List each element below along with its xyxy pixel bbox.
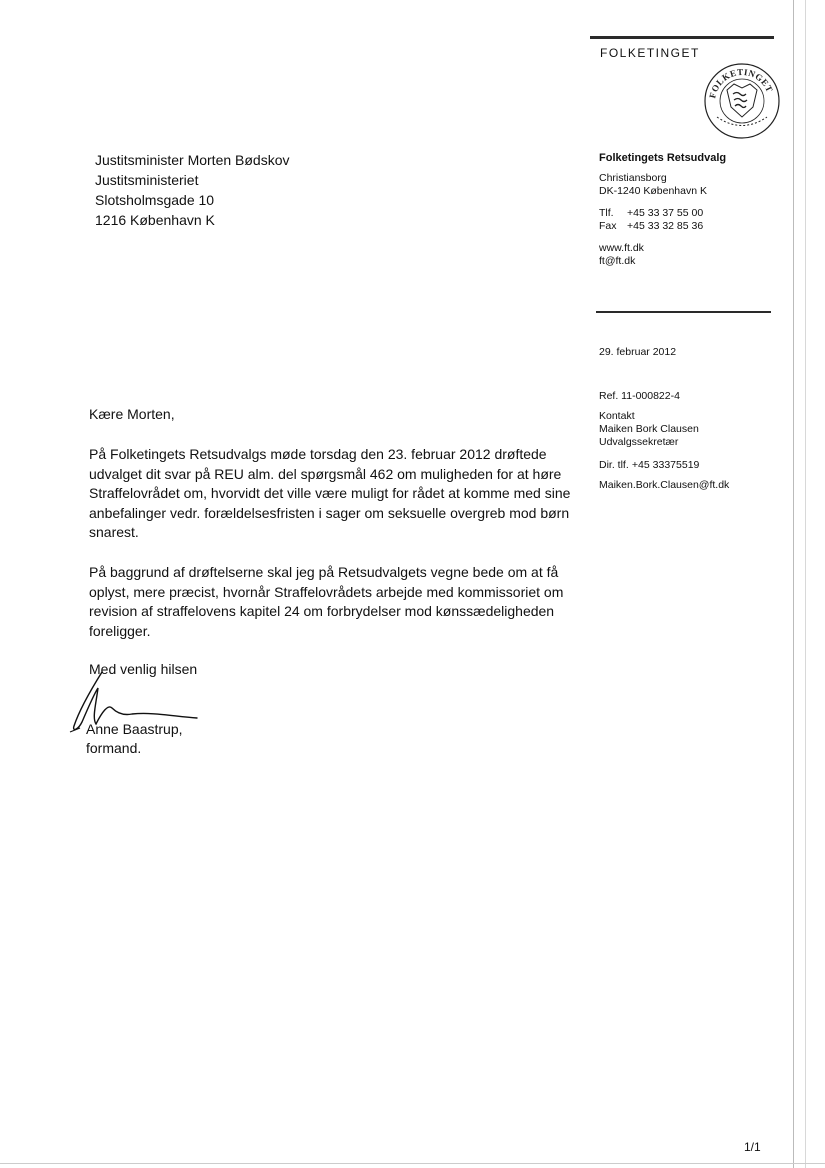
sidebar-rule xyxy=(596,311,771,313)
phone-label: Tlf. xyxy=(599,207,614,219)
signer-title: formand. xyxy=(86,740,142,756)
recipient-address xyxy=(95,150,290,230)
scan-edge-line xyxy=(0,1163,825,1164)
phone-number: +45 33 37 55 00 xyxy=(627,207,704,219)
svg-text:FOLKETINGET: FOLKETINGET xyxy=(707,66,775,100)
recipient-line: Slotsholmsgade 10 xyxy=(95,192,215,208)
web-block xyxy=(599,242,644,268)
address-line: Christiansborg xyxy=(599,172,667,184)
salutation: Kære Morten, xyxy=(89,406,175,422)
committee-name: Folketingets Retsudvalg xyxy=(599,152,727,164)
recipient-line: Justitsminister Morten Bødskov xyxy=(95,152,290,168)
fax-number: +45 33 32 85 36 xyxy=(627,220,704,232)
sender-address xyxy=(599,172,707,198)
body-paragraph-1: På Folketingets Retsudvalgs møde torsdag den 23. februar 2012 drøftede udvalget dit svar på REU alm. del spørgsmål 462 om muligheden for at høre Straffelovrådet om, hvorvidt det ville være muligt for rådet at komme med sine anbefalinger vedr. forældelsesfristen i sager om seksuelle overgreb mod børn snarest. xyxy=(89,446,571,541)
body-paragraph-2: På baggrund af drøftelserne skal jeg på Retsudvalgets vegne bede om at få oplyst, mere præcist, hvornår Straffelovrådets arbejde med kommissoriet om revision af straffelovens kapitel 24 om forbrydelser mod kønssædeligheden foreligger. xyxy=(89,564,564,639)
contact-title: Udvalgssekretær xyxy=(599,436,679,448)
address-line: DK-1240 København K xyxy=(599,185,707,197)
recipient-line: Justitsministeriet xyxy=(95,172,199,188)
folketinget-seal-icon xyxy=(703,62,781,140)
direct-phone-line xyxy=(599,459,699,472)
contact-name: Maiken Bork Clausen xyxy=(599,423,699,435)
signer-block xyxy=(86,720,183,758)
phone-block xyxy=(599,207,703,233)
recipient-line: 1216 København K xyxy=(95,212,215,228)
letter-date: 29. februar 2012 xyxy=(599,346,677,358)
closing: Med venlig hilsen xyxy=(89,661,198,677)
contact-label: Kontakt xyxy=(599,410,635,422)
organization-name: FOLKETINGET xyxy=(600,46,700,60)
fax-label: Fax xyxy=(599,220,617,232)
scan-edge-line xyxy=(805,0,806,1168)
header-rule xyxy=(590,36,774,39)
direct-phone-number: +45 33375519 xyxy=(631,459,700,471)
website-link: www.ft.dk xyxy=(599,242,644,254)
reference-number: Ref. 11-000822-4 xyxy=(599,390,680,402)
scan-edge-line xyxy=(793,0,794,1168)
general-email: ft@ft.dk xyxy=(599,255,636,267)
contact-block xyxy=(599,410,699,449)
signer-name: Anne Baastrup, xyxy=(86,721,183,737)
direct-phone-label: Dir. tlf. xyxy=(599,459,629,471)
contact-email: Maiken.Bork.Clausen@ft.dk xyxy=(599,479,730,491)
page-number: 1/1 xyxy=(744,1140,761,1154)
